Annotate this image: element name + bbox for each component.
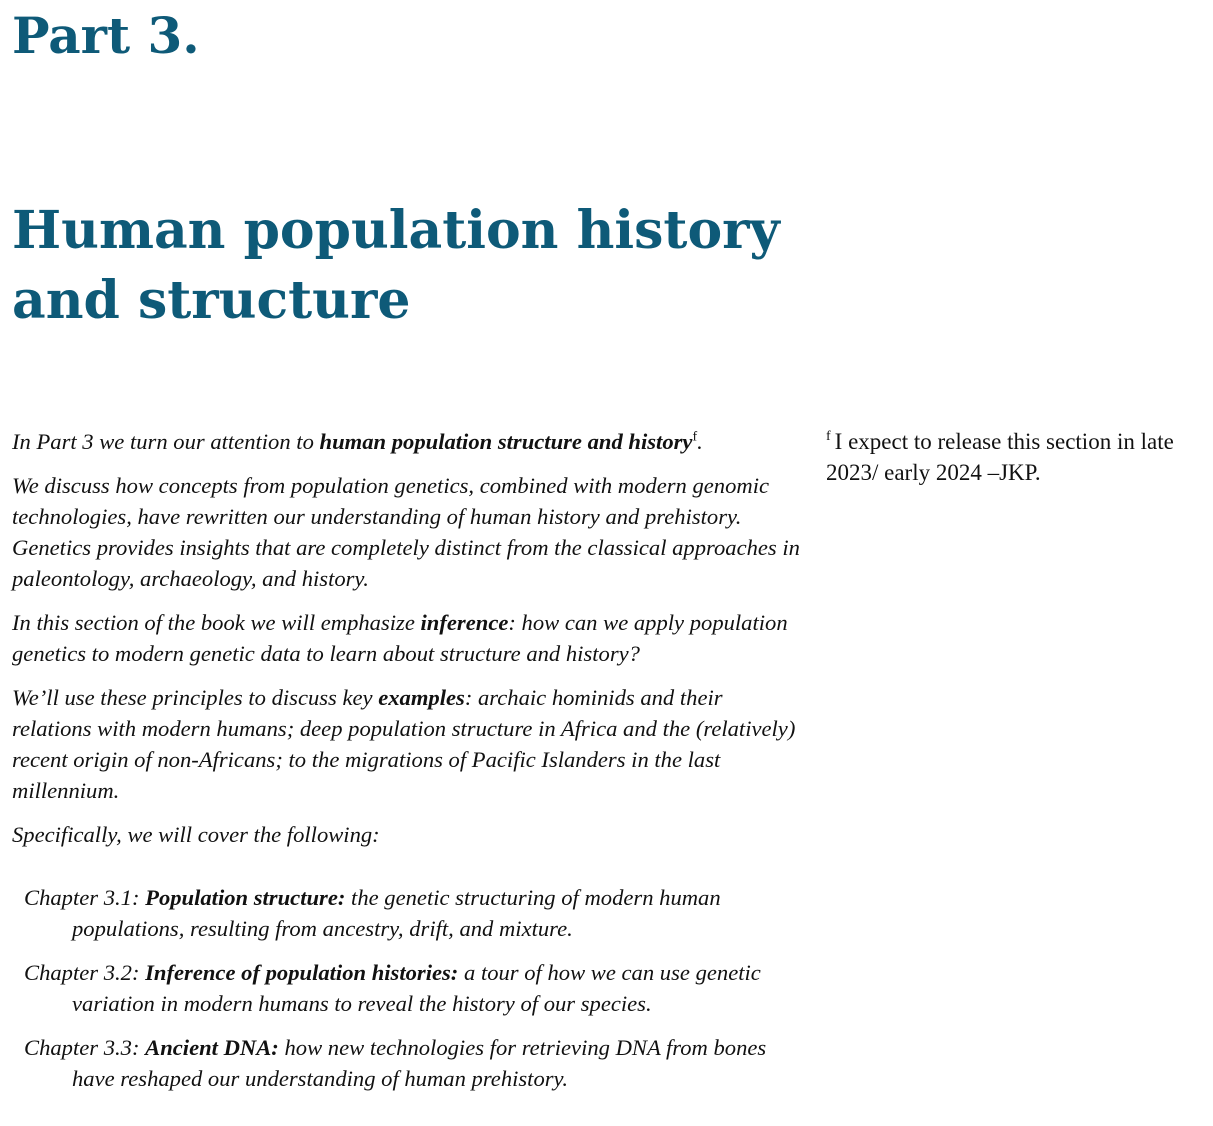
sidenote-text: I expect to release this section in late 2023/ early 2024 –JKP. xyxy=(826,429,1174,485)
emphasis-examples: examples xyxy=(378,685,465,710)
paragraph-inference: In this section of the book we will emphasize inference: how can we apply population genetics to modern genetic data to learn about structure and history? xyxy=(12,610,788,666)
chapter-item: Chapter 3.2: Inference of population histories: a tour of how we can use genetic variation in modern humans to reveal the history of our species. xyxy=(24,960,761,1016)
page-title: Human population history and structure xyxy=(12,200,780,331)
footnote-mark[interactable]: f xyxy=(692,429,698,445)
paragraph-examples: We’ll use these principles to discuss key examples: archaic hominids and their relations with modern humans; deep population structure in Africa and the (relatively) recent origin of non-Africans; to the migrations of Pacific Islanders in the last millennium. xyxy=(12,685,796,803)
paragraph-cover: Specifically, we will cover the following: xyxy=(12,822,380,847)
part-title: Part 3. xyxy=(12,6,200,65)
chapter-list xyxy=(12,882,807,1094)
chapter-item: Chapter 3.3: Ancient DNA: how new technologies for retrieving DNA from bones have reshaped our understanding of human prehistory. xyxy=(24,1035,767,1091)
main-text xyxy=(12,426,807,1107)
sidenote-mark: f xyxy=(826,429,831,445)
paragraph-intro: In Part 3 we turn our attention to human population structure and history$^f$. xyxy=(12,429,703,454)
paragraph-overview: We discuss how concepts from population genetics, combined with modern genomic technologies, have rewritten our understanding of human history and prehistory. Genetics provides insights that are completely distinct from the classical approaches in paleontology, archaeology, and history. xyxy=(12,473,800,591)
emphasis-topic: human population structure and history xyxy=(319,429,693,454)
emphasis-inference: inference xyxy=(420,610,509,635)
sidenote xyxy=(826,426,1201,488)
chapter-item: Chapter 3.1: Population structure: the genetic structuring of modern human populations, resulting from ancestry, drift, and mixture. xyxy=(24,885,721,941)
